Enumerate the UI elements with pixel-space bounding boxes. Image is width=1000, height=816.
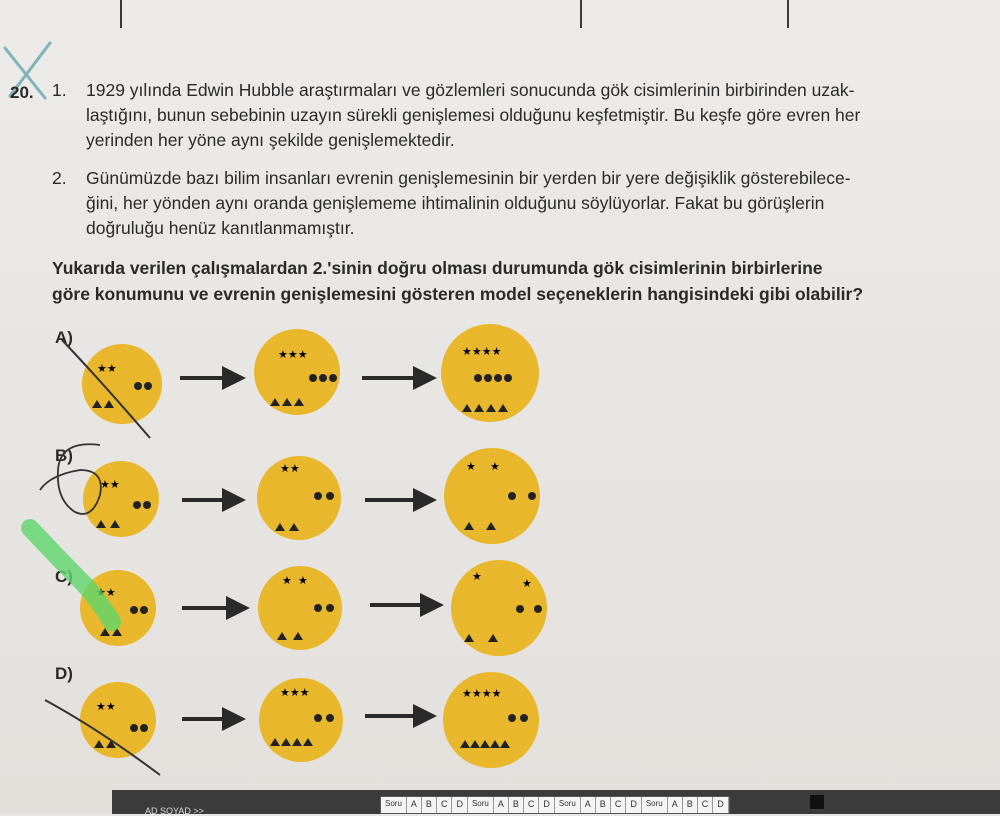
name-field-label[interactable]: AD SOYAD >> [145,806,204,816]
dot-icon [140,724,148,732]
star-icon: ★ [490,460,500,473]
star-icon: ★ [282,574,292,587]
star-icon: ★★★ [280,686,310,699]
answer-grid-soru-cell: Soru [468,797,494,813]
answer-grid-choice-cell[interactable]: A [581,797,596,813]
statement-1-line: 1929 yılında Edwin Hubble araştırmaları ve gözlemleri sonucunda gök cisimlerinin birbirinden uzak- [86,80,855,100]
star-icon: ★ [298,574,308,587]
dot-icon [484,374,492,382]
dot-icon [314,492,322,500]
prompt-line: göre konumunu ve evrenin genişlemesini gösteren model seçeneklerin hangisindeki gibi olabilir? [52,284,864,304]
registration-mark [810,795,824,809]
triangle-icon [270,398,304,406]
answer-grid-soru-cell: Soru [555,797,581,813]
dot-icon [326,714,334,722]
statement-2-line: doğruluğu henüz kanıtlanmamıştır. [86,218,355,238]
dot-icon [133,501,141,509]
arrows [180,378,432,719]
answer-grid-choice-cell[interactable]: B [596,797,611,813]
answer-grid-choice-cell[interactable]: C [524,797,540,813]
star-icon: ★ [466,460,476,473]
answer-grid-choice-cell[interactable]: A [494,797,509,813]
answer-grid-choice-cell[interactable]: B [509,797,524,813]
star-icon: ★★ [100,478,120,491]
dot-icon [130,724,138,732]
dot-icon [134,382,142,390]
star-icon: ★★ [280,462,300,475]
star-icon: ★★ [97,362,117,375]
statement-2-line: ğini, her yönden aynı oranda genişlememe ihtimalinin olduğunu söylüyorlar. Fakat bu görüşlerin [86,193,825,213]
question-number: 20. [10,83,34,102]
dot-icon [143,501,151,509]
answer-grid [380,796,730,814]
answer-grid-choice-cell[interactable]: D [713,797,729,813]
star-icon: ★★★★ [462,345,502,358]
dot-icon [508,492,516,500]
dot-icon [144,382,152,390]
dot-icon [534,605,542,613]
statement-1-number: 1. [52,80,67,100]
option-b-label[interactable]: B) [55,446,73,465]
statement-1-line: laştığını, bunun sebebinin uzayın sürekli genişlemesi olduğunu keşfetmiştir. Bu keşfe göre evren her [86,105,861,125]
answer-grid-choice-cell[interactable]: B [422,797,437,813]
answer-grid-choice-cell[interactable]: D [452,797,468,813]
dot-icon [516,605,524,613]
dot-icon [326,604,334,612]
star-icon: ★★ [96,700,116,713]
dot-icon [474,374,482,382]
answer-grid-choice-cell[interactable]: D [626,797,642,813]
dot-icon [309,374,317,382]
answer-grid-soru-cell: Soru [381,797,407,813]
dot-icon [329,374,337,382]
star-icon: ★★★★ [462,687,502,700]
star-icon: ★★ [96,586,116,599]
option-d-model [45,672,539,775]
dot-icon [504,374,512,382]
answer-grid-choice-cell[interactable]: C [611,797,627,813]
answer-grid-soru-cell: Soru [642,797,668,813]
dot-icon [314,604,322,612]
answer-grid-choice-cell[interactable]: B [683,797,698,813]
star-icon: ★ [522,577,532,590]
dot-icon [508,714,516,722]
dot-icon [528,492,536,500]
prompt-line: Yukarıda verilen çalışmalardan 2.'sinin doğru olması durumunda gök cisimlerinin birbirlerine [52,258,823,278]
option-c-model [30,528,547,656]
dot-icon [520,714,528,722]
star-icon: ★ [472,570,482,583]
option-d-label[interactable]: D) [55,664,73,683]
star-icon: ★★★ [278,348,308,361]
dot-icon [319,374,327,382]
universe-circle [80,682,156,758]
answer-grid-choice-cell[interactable]: C [437,797,453,813]
statement-1-line: yerinden her yöne aynı şekilde genişlemektedir. [86,130,455,150]
dot-icon [494,374,502,382]
dot-icon [140,606,148,614]
statement-2-line: Günümüzde bazı bilim insanları evrenin genişlemesinin bir yerden bir yere değişiklik gösterebilece- [86,168,851,188]
dot-icon [326,492,334,500]
answer-grid-choice-cell[interactable]: C [698,797,714,813]
option-b-model [40,444,540,544]
option-c-label[interactable]: C) [55,567,73,586]
dot-icon [130,606,138,614]
option-a-model [62,324,539,438]
statement-2-number: 2. [52,168,67,188]
option-a-label[interactable]: A) [55,328,73,347]
answer-grid-choice-cell[interactable]: A [407,797,422,813]
answer-grid-choice-cell[interactable]: D [539,797,555,813]
answer-grid-choice-cell[interactable]: A [668,797,683,813]
dot-icon [314,714,322,722]
